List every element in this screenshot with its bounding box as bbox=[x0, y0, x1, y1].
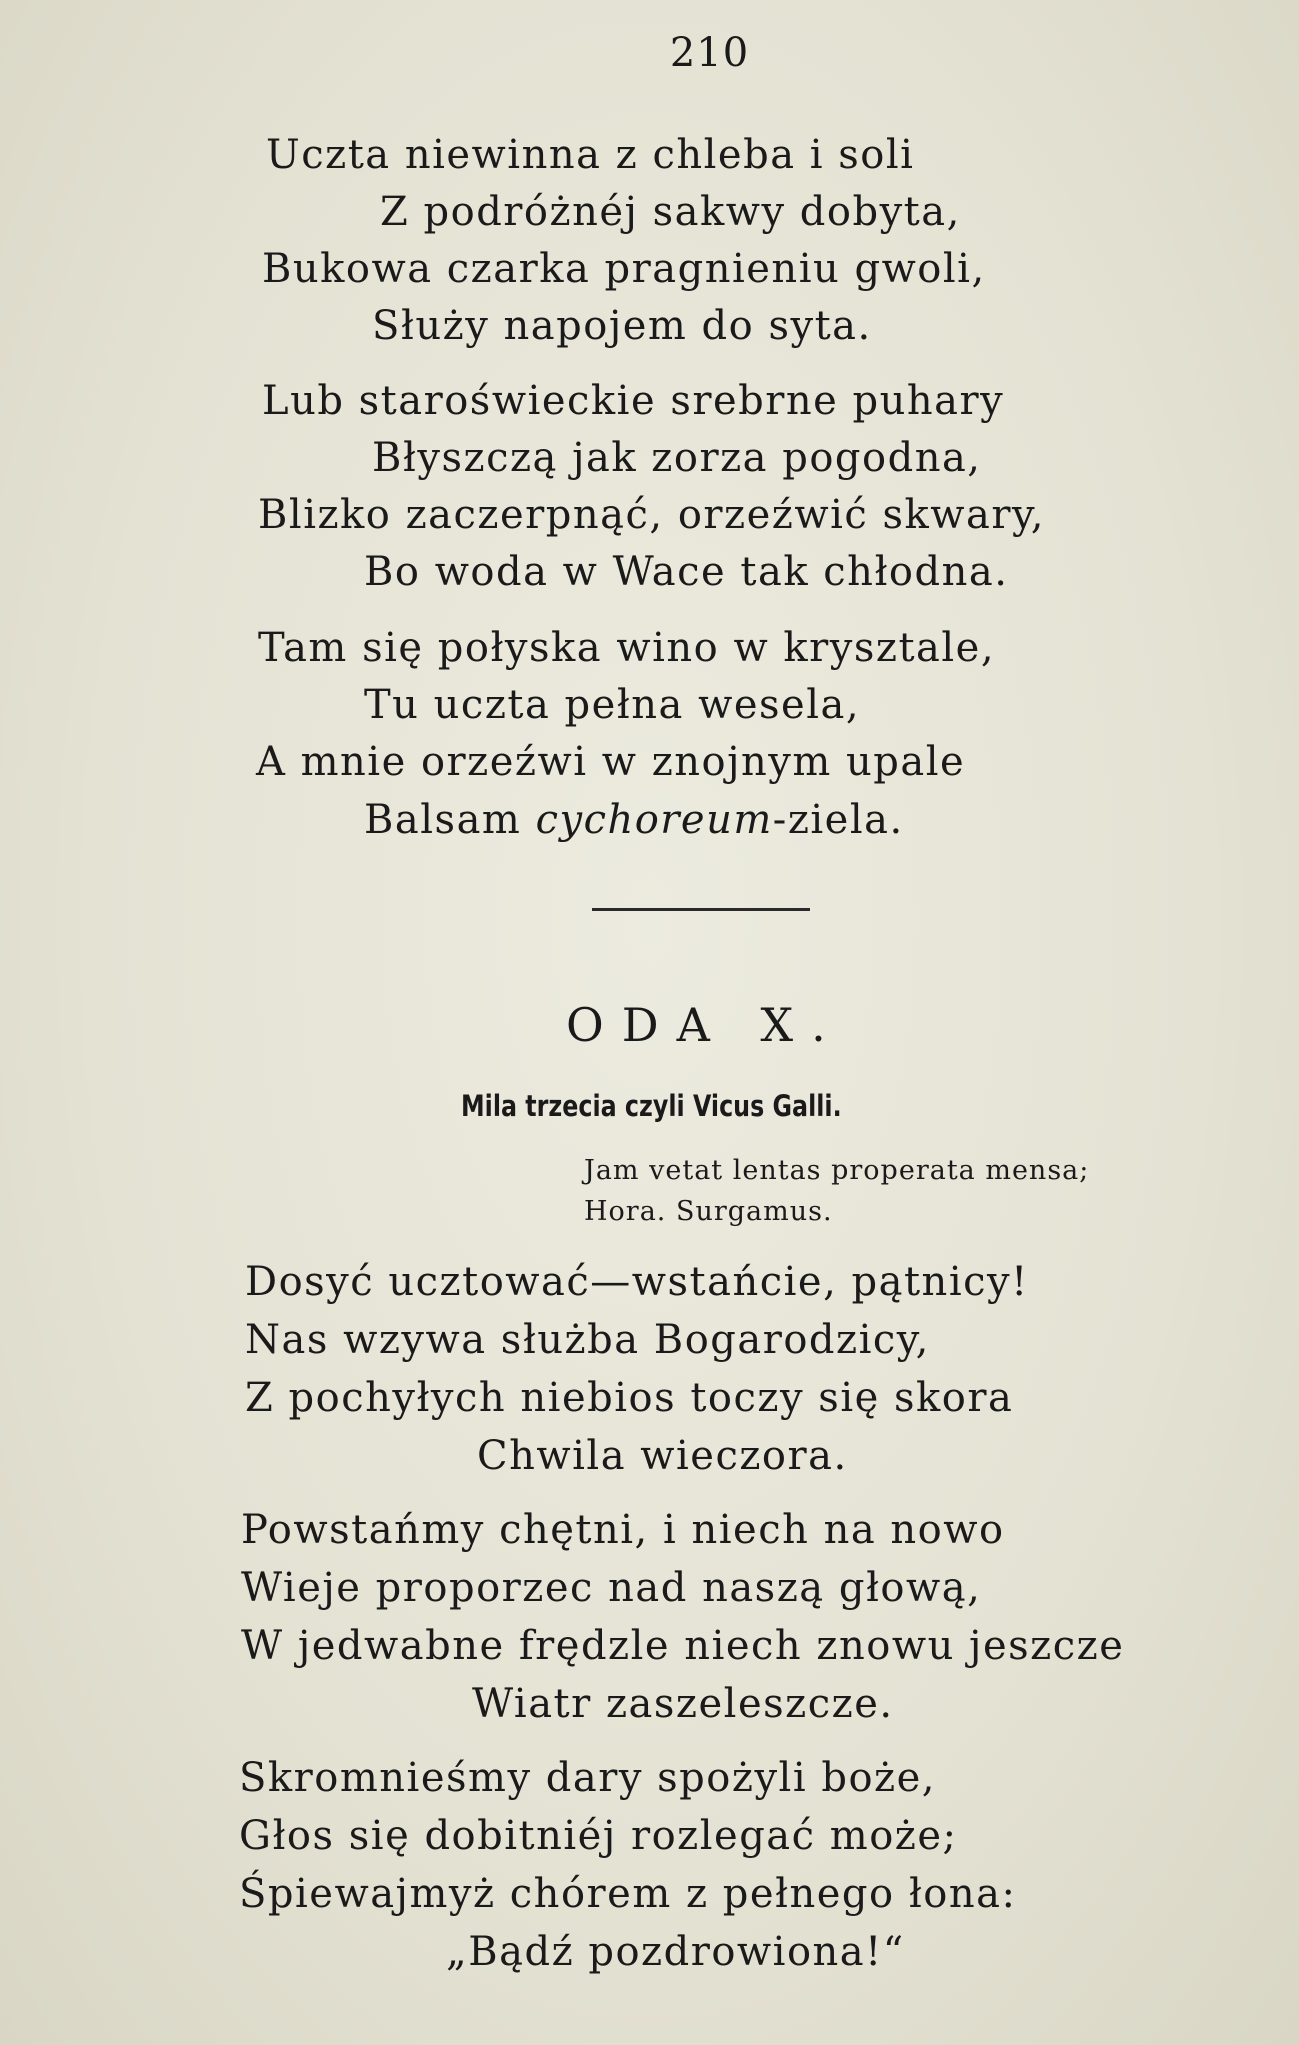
verse-line: W jedwabne frędzle niech znowu jeszcze bbox=[241, 1623, 1125, 1669]
epigraph-line: Hora. Surgamus. bbox=[584, 1196, 833, 1227]
verse-line: Tam się połyska wino w krysztale, bbox=[258, 625, 996, 671]
verse-line: Wiatr zaszeleszcze. bbox=[472, 1681, 894, 1727]
ode-title: ODA X. bbox=[566, 998, 844, 1052]
verse-line: Nas wzywa służba Bogarodzicy, bbox=[245, 1317, 930, 1363]
verse-line: Tu uczta pełna wesela, bbox=[364, 682, 861, 728]
verse-line: Blizko zaczerpnąć, orzeźwić skwary, bbox=[258, 492, 1045, 538]
italic-word: cychoreum bbox=[535, 797, 773, 843]
verse-line: Bukowa czarka pragnieniu gwoli, bbox=[262, 246, 986, 292]
verse-line: „Bądź pozdrowiona!“ bbox=[446, 1929, 905, 1975]
verse-line: Bo woda w Wace tak chłodna. bbox=[364, 549, 1009, 595]
verse-line: Lub staroświeckie srebrne puhary bbox=[262, 378, 1005, 424]
verse-line: Z pochyłych niebios toczy się skora bbox=[245, 1375, 1014, 1421]
ode-subtitle: Mila trzecia czyli Vicus Galli. bbox=[461, 1089, 842, 1123]
verse-line: Błyszczą jak zorza pogodna, bbox=[372, 435, 982, 481]
verse-line: A mnie orzeźwi w znojnym upale bbox=[256, 739, 966, 785]
verse-text: -ziela. bbox=[772, 797, 904, 843]
epigraph-line: Jam vetat lentas properata mensa; bbox=[584, 1155, 1090, 1186]
verse-line: Chwila wieczora. bbox=[477, 1433, 848, 1479]
verse-line: Śpiewajmyż chórem z pełnego łona: bbox=[239, 1871, 1017, 1917]
verse-line: Wieje proporzec nad naszą głową, bbox=[241, 1565, 982, 1611]
verse-line: Służy napojem do syta. bbox=[372, 303, 872, 349]
verse-line: Powstańmy chętni, i niech na nowo bbox=[241, 1507, 1005, 1553]
page-number: 210 bbox=[669, 30, 750, 76]
verse-text: Balsam bbox=[364, 797, 536, 843]
verse-line: Dosyć ucztować—wstańcie, pątnicy! bbox=[245, 1259, 1029, 1305]
verse-line: Skromnieśmy dary spożyli boże, bbox=[239, 1755, 936, 1801]
verse-line bbox=[364, 797, 904, 843]
section-divider bbox=[592, 908, 810, 911]
verse-line: Uczta niewinna z chleba i soli bbox=[266, 132, 915, 178]
verse-line: Z podróżnéj sakwy dobyta, bbox=[380, 189, 961, 235]
verse-line: Głos się dobitniéj rozlegać może; bbox=[239, 1813, 958, 1859]
